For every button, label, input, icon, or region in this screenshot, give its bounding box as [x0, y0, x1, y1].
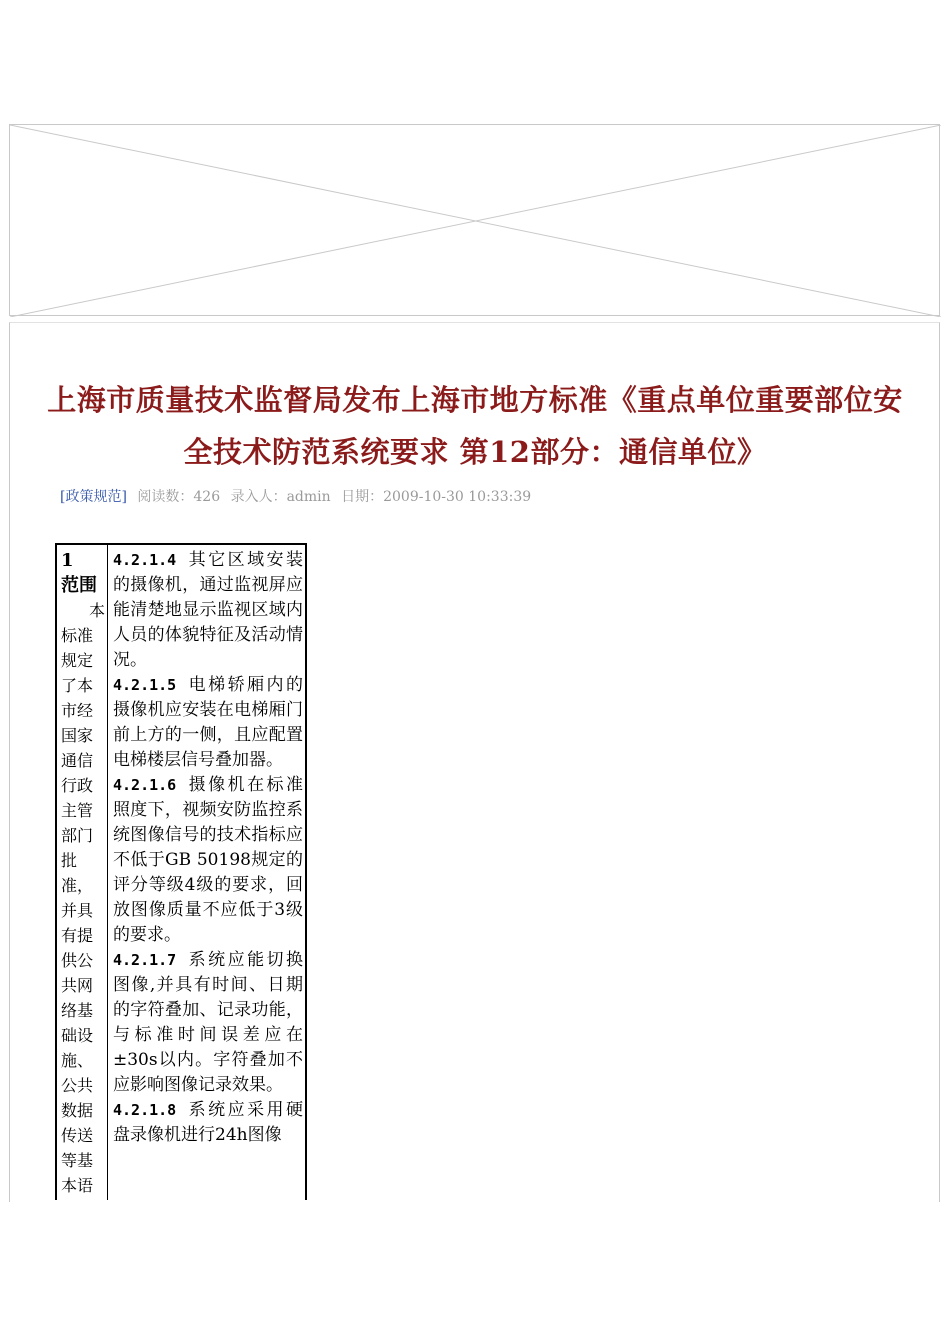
- clause-text: 摄像机在标准照度下，视频安防监控系统图像信号的技术指标应不低于GB 50198规定的评分等级4级的要求，回放图像质量不应低于3级的要求。: [113, 775, 303, 945]
- article-title: 上海市质量技术监督局发布上海市地方标准《重点单位重要部位安全技术防范系统要求 第12部分：通信单位》: [47, 383, 903, 469]
- article-meta: [60, 486, 537, 506]
- clause-item: [113, 948, 303, 1098]
- clause-text: 电梯轿厢内的摄像机应安装在电梯厢门前上方的一侧，且应配置电梯楼层信号叠加器。: [113, 675, 303, 770]
- date-label: 日期：2009-10-30 10:33:39: [341, 489, 532, 505]
- read-count: 阅读数：426: [137, 489, 221, 505]
- table-right-column: [109, 545, 305, 1200]
- clause-text: 其它区域安装的摄像机，通过监视屏应能清楚地显示监视区域内人员的体貌特征及活动情况。: [113, 550, 303, 670]
- clause-text: 系统应采用硬盘录像机进行24h图像: [113, 1100, 303, 1145]
- clause-item: [113, 673, 303, 773]
- clause-item: [113, 548, 303, 673]
- author-label: 录入人：admin: [230, 489, 331, 505]
- clause-number: 4.2.1.5: [113, 676, 177, 694]
- document-table: [55, 543, 307, 1200]
- clause-number: 4.2.1.7: [113, 951, 177, 969]
- left-body-text: 标准规定了本市经国家通信行政主管部门批准，并具有提供公共网络基础设施、公共数据传送等基本语: [61, 626, 94, 1195]
- banner-image-placeholder: [9, 124, 940, 316]
- clause-number: 4.2.1.4: [113, 551, 177, 569]
- clause-text: 系统应能切换图像,并具有时间、日期的字符叠加、记录功能，与标准时间误差应在±30s以内。字符叠加不应影响图像记录效果。: [113, 950, 303, 1095]
- clause-number: 4.2.1.8: [113, 1101, 177, 1119]
- clause-item: [113, 773, 303, 948]
- broken-image-icon: [10, 125, 941, 317]
- clause-number: 4.2.1.6: [113, 776, 177, 794]
- table-left-column: [57, 545, 108, 1200]
- clause-item: [113, 1098, 303, 1148]
- left-indent-text: 本: [88, 601, 105, 620]
- category-link[interactable]: [政策规范]: [60, 489, 127, 505]
- section-heading: 1 范围: [61, 550, 97, 596]
